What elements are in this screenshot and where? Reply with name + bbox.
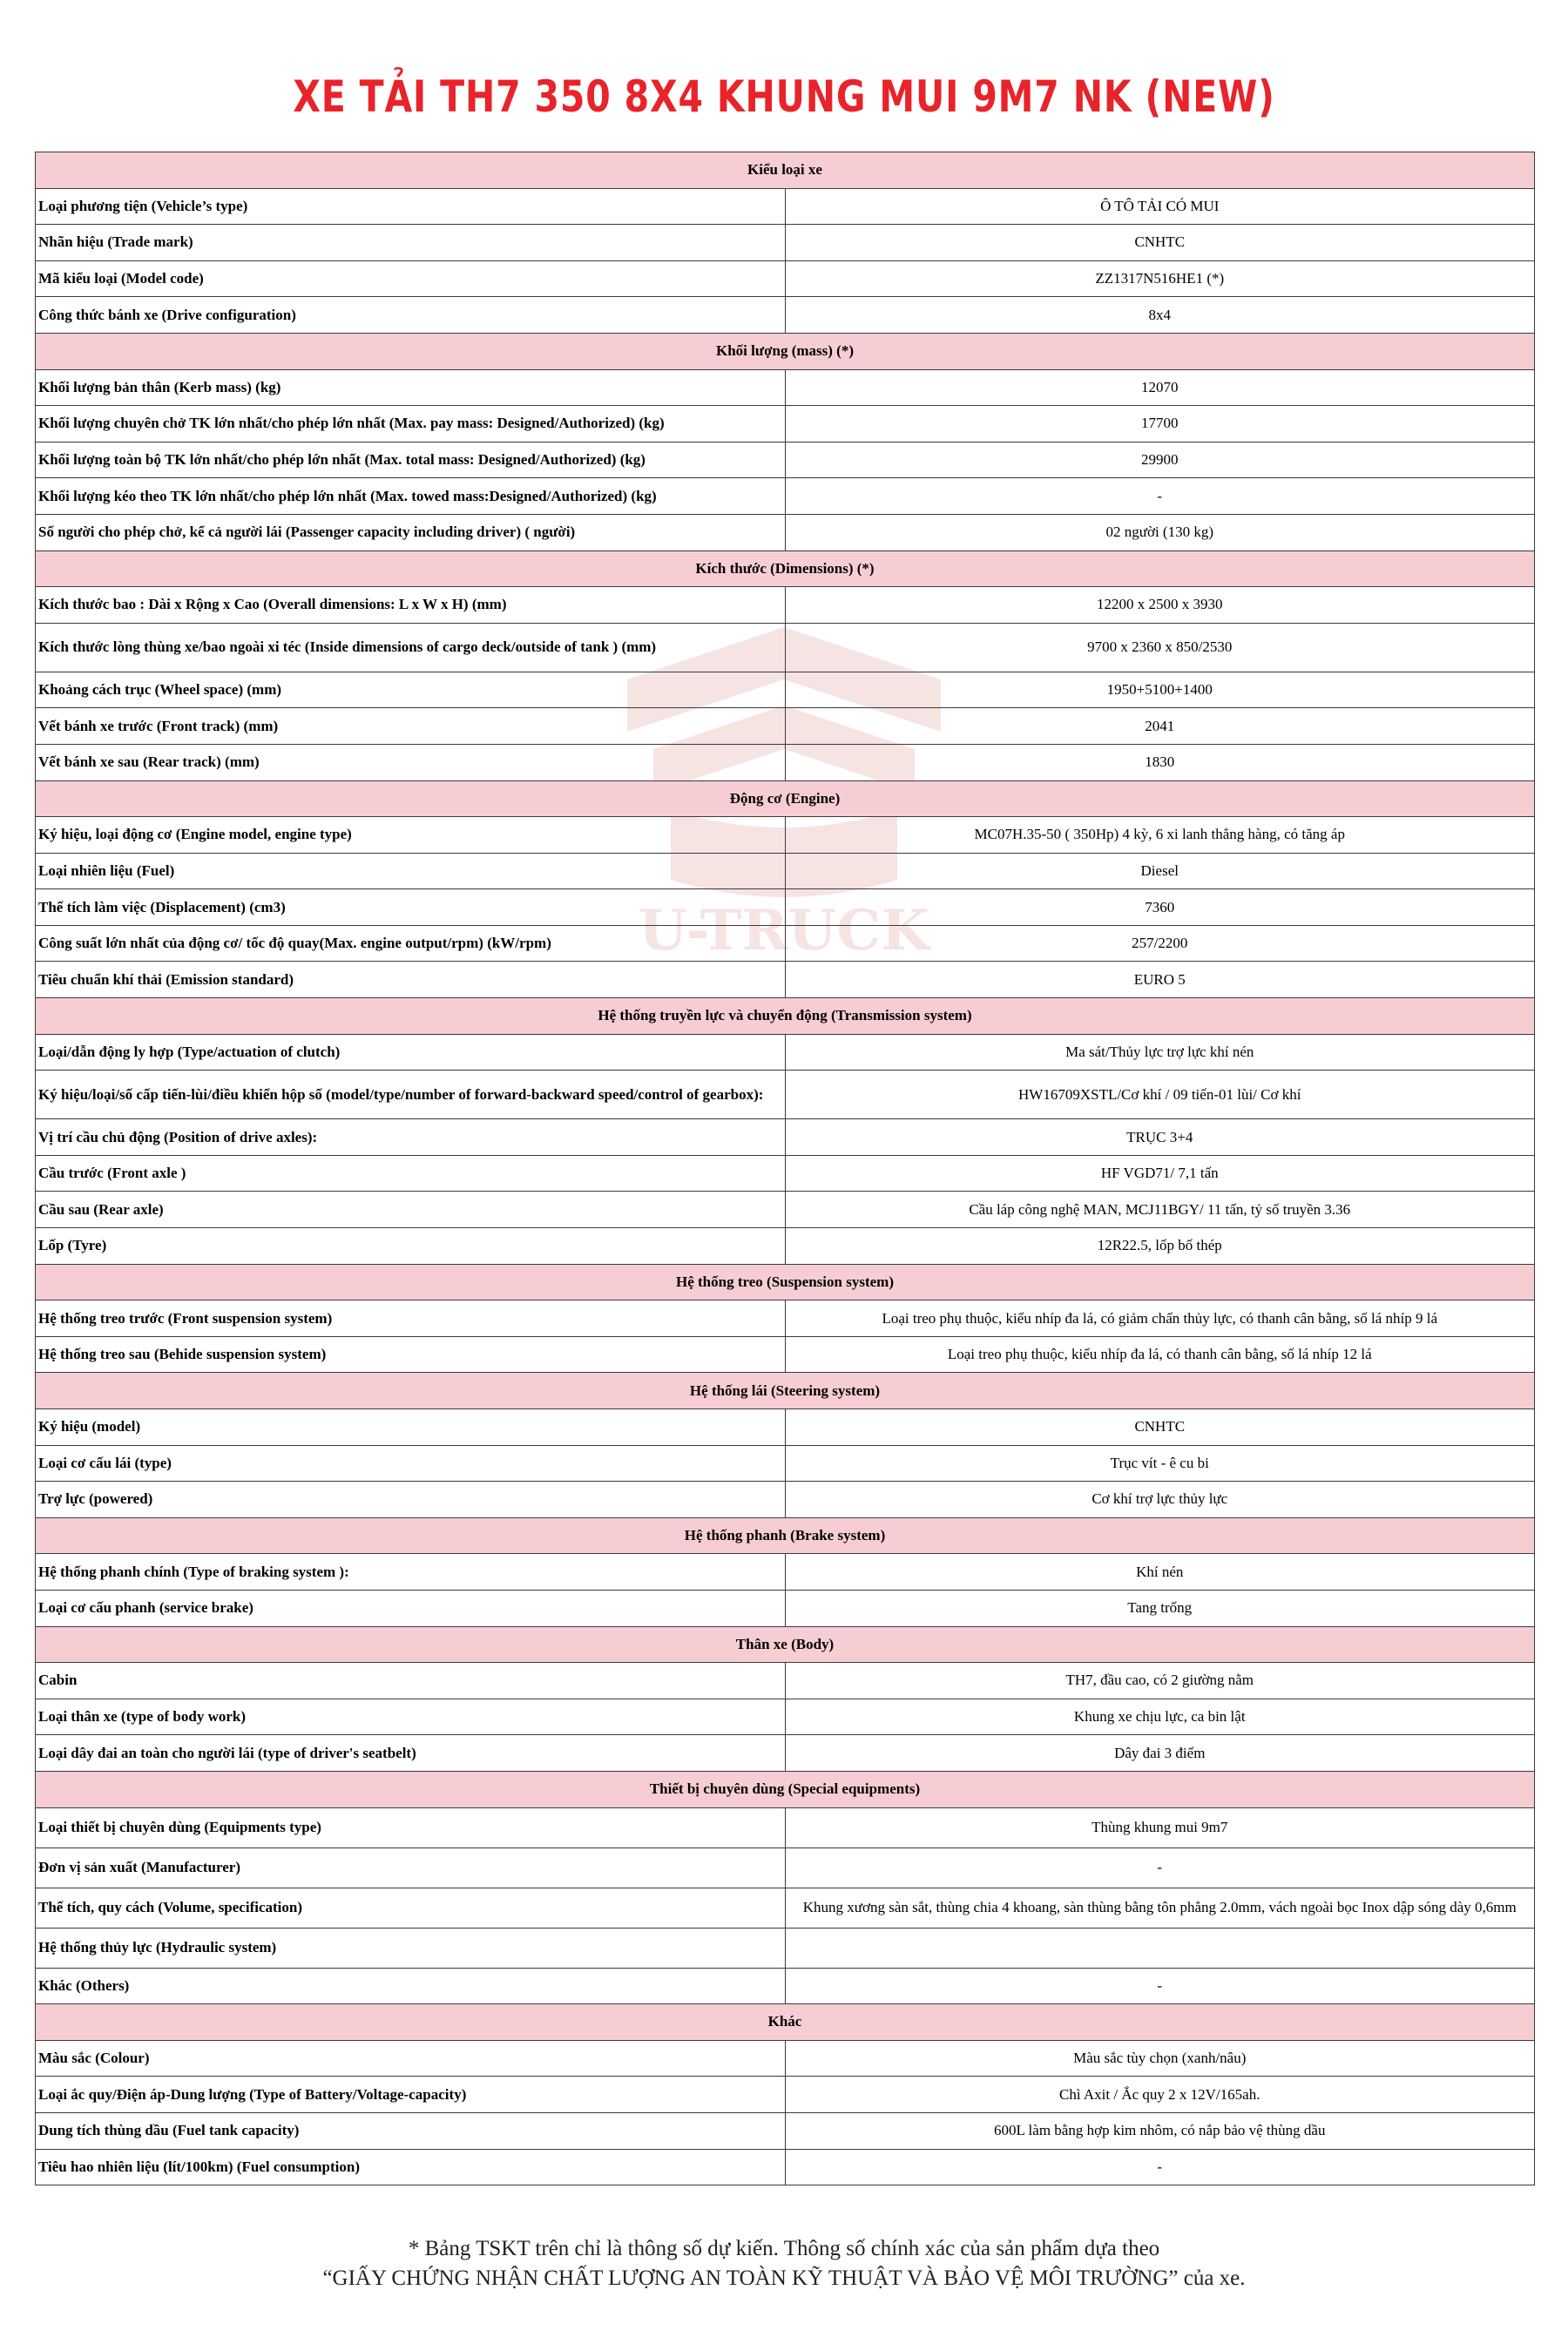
spec-value: 600L làm bằng hợp kim nhôm, có nắp bảo vệ thùng dầu (785, 2112, 1535, 2149)
spec-label: Loại cơ cấu lái (type) (36, 1445, 786, 1482)
spec-value: ZZ1317N516HE1 (*) (785, 260, 1535, 297)
section-title: Thiết bị chuyên dùng (Special equipments) (36, 1771, 1535, 1807)
spec-row (36, 1155, 1535, 1192)
spec-row (36, 889, 1535, 926)
spec-value: HF VGD71/ 7,1 tấn (785, 1155, 1535, 1192)
spec-label: Tiêu hao nhiên liệu (lít/100km) (Fuel consumption) (36, 2149, 786, 2185)
spec-row (36, 188, 1535, 225)
spec-row (36, 406, 1535, 442)
spec-row (36, 2040, 1535, 2077)
spec-row (36, 2077, 1535, 2113)
spec-table-body (36, 152, 1535, 2185)
spec-value: Màu sắc tùy chọn (xanh/nâu) (785, 2040, 1535, 2077)
spec-row (36, 1071, 1535, 1119)
spec-row (36, 1445, 1535, 1482)
spec-value: 257/2200 (785, 925, 1535, 962)
spec-value: TH7, đầu cao, có 2 giường nằm (785, 1663, 1535, 1699)
spec-label: Khoảng cách trục (Wheel space) (mm) (36, 672, 786, 708)
footer-line-1: * Bảng TSKT trên chỉ là thông số dự kiến. Thông số chính xác của sản phẩm dựa theo (408, 2237, 1160, 2260)
section-title: Hệ thống lái (Steering system) (36, 1373, 1535, 1409)
spec-value: Cơ khí trợ lực thủy lực (785, 1482, 1535, 1518)
spec-row (36, 962, 1535, 998)
spec-label: Thể tích, quy cách (Volume, specification) (36, 1888, 786, 1928)
spec-value: - (785, 478, 1535, 515)
spec-value: - (785, 2149, 1535, 2185)
spec-label: Khối lượng toàn bộ TK lớn nhất/cho phép lớn nhất (Max. total mass: Designed/Authorized) (kg) (36, 442, 786, 478)
section-header-row (36, 1771, 1535, 1807)
footer-note (0, 2234, 1568, 2293)
spec-label: Khối lượng bản thân (Kerb mass) (kg) (36, 369, 786, 406)
spec-row (36, 1848, 1535, 1888)
watermark-text: U-TRUCK (639, 898, 929, 958)
spec-label: Cầu sau (Rear axle) (36, 1192, 786, 1228)
spec-row (36, 1735, 1535, 1772)
spec-label: Hệ thống phanh chính (Type of braking system ): (36, 1554, 786, 1591)
spec-row (36, 1228, 1535, 1265)
spec-row (36, 1482, 1535, 1518)
spec-row (36, 1300, 1535, 1337)
page-title: XE TẢI TH7 350 8X4 KHUNG MUI 9M7 NK (NEW) (293, 71, 1275, 122)
spec-label: Kích thước bao : Dài x Rộng x Cao (Overall dimensions: L x W x H) (mm) (36, 587, 786, 624)
spec-label: Đơn vị sản xuất (Manufacturer) (36, 1848, 786, 1888)
spec-value: Khung xe chịu lực, ca bin lật (785, 1699, 1535, 1735)
spec-label: Ký hiệu (model) (36, 1409, 786, 1446)
spec-value: 7360 (785, 889, 1535, 926)
spec-row (36, 672, 1535, 708)
section-title: Động cơ (Engine) (36, 780, 1535, 817)
spec-label: Loại dây đai an toàn cho người lái (type of driver's seatbelt) (36, 1735, 786, 1772)
spec-row (36, 817, 1535, 854)
spec-row (36, 442, 1535, 478)
section-title: Hệ thống phanh (Brake system) (36, 1517, 1535, 1554)
spec-label: Khác (Others) (36, 1968, 786, 2004)
spec-row (36, 1888, 1535, 1928)
spec-label: Loại thiết bị chuyên dùng (Equipments type) (36, 1807, 786, 1848)
section-title: Thân xe (Body) (36, 1626, 1535, 1663)
spec-row (36, 514, 1535, 551)
spec-value: Tang trống (785, 1590, 1535, 1626)
section-header-row (36, 152, 1535, 189)
spec-row (36, 1409, 1535, 1446)
section-header-row (36, 333, 1535, 369)
spec-label: Nhãn hiệu (Trade mark) (36, 225, 786, 261)
spec-value: Loại treo phụ thuộc, kiểu nhíp đa lá, có giảm chấn thủy lực, có thanh cân bằng, số lá nhíp 9 lá (785, 1300, 1535, 1337)
spec-label: Khối lượng chuyên chở TK lớn nhất/cho phép lớn nhất (Max. pay mass: Designed/Authorized) (kg) (36, 406, 786, 442)
spec-row (36, 587, 1535, 624)
spec-value: Dây đai 3 điểm (785, 1735, 1535, 1772)
spec-row (36, 853, 1535, 889)
section-header-row (36, 998, 1535, 1035)
spec-row (36, 708, 1535, 745)
spec-row (36, 1663, 1535, 1699)
spec-row (36, 2149, 1535, 2185)
spec-label: Thể tích làm việc (Displacement) (cm3) (36, 889, 786, 926)
spec-value: EURO 5 (785, 962, 1535, 998)
spec-label: Công thức bánh xe (Drive configuration) (36, 297, 786, 334)
spec-value: Ma sát/Thủy lực trợ lực khí nén (785, 1034, 1535, 1071)
spec-table (35, 152, 1535, 2185)
spec-value: Chì Axit / Ắc quy 2 x 12V/165ah. (785, 2077, 1535, 2113)
spec-value: Thùng khung mui 9m7 (785, 1807, 1535, 1848)
spec-value: - (785, 1968, 1535, 2004)
spec-row (36, 369, 1535, 406)
section-header-row (36, 780, 1535, 817)
spec-label: Dung tích thùng dầu (Fuel tank capacity) (36, 2112, 786, 2149)
section-title: Hệ thống truyền lực và chuyển động (Transmission system) (36, 998, 1535, 1035)
spec-row (36, 1590, 1535, 1626)
spec-value: 1830 (785, 744, 1535, 780)
spec-label: Hệ thống treo trước (Front suspension system) (36, 1300, 786, 1337)
spec-label: Vết bánh xe trước (Front track) (mm) (36, 708, 786, 745)
footer-line-2: “GIẤY CHỨNG NHẬN CHẤT LƯỢNG AN TOÀN KỸ THUẬT VÀ BẢO VỆ MÔI TRƯỜNG” của xe. (322, 2266, 1246, 2290)
spec-value: Diesel (785, 853, 1535, 889)
spec-value: HW16709XSTL/Cơ khí / 09 tiến-01 lùi/ Cơ khí (785, 1071, 1535, 1119)
spec-row (36, 297, 1535, 334)
spec-label: Mã kiểu loại (Model code) (36, 260, 786, 297)
section-header-row (36, 1626, 1535, 1663)
spec-row (36, 1192, 1535, 1228)
spec-label: Ký hiệu/loại/số cấp tiến-lùi/điều khiển hộp số (model/type/number of forward-backward speed/control of gearbox): (36, 1071, 786, 1119)
spec-label: Tiêu chuẩn khí thải (Emission standard) (36, 962, 786, 998)
spec-value: 12200 x 2500 x 3930 (785, 587, 1535, 624)
spec-label: Hệ thống treo sau (Behide suspension system) (36, 1336, 786, 1373)
spec-label: Công suất lớn nhất của động cơ/ tốc độ quay(Max. engine output/rpm) (kW/rpm) (36, 925, 786, 962)
spec-label: Loại phương tiện (Vehicle’s type) (36, 188, 786, 225)
spec-row (36, 260, 1535, 297)
spec-value: 12R22.5, lốp bố thép (785, 1228, 1535, 1265)
spec-row (36, 1336, 1535, 1373)
spec-value: CNHTC (785, 1409, 1535, 1446)
spec-value: 12070 (785, 369, 1535, 406)
section-title: Kiểu loại xe (36, 152, 1535, 189)
spec-label: Trợ lực (powered) (36, 1482, 786, 1518)
spec-value: CNHTC (785, 225, 1535, 261)
spec-value: 1950+5100+1400 (785, 672, 1535, 708)
section-header-row (36, 551, 1535, 587)
section-title: Khác (36, 2004, 1535, 2041)
spec-row (36, 623, 1535, 672)
spec-label: Ký hiệu, loại động cơ (Engine model, engine type) (36, 817, 786, 854)
spec-value: Khí nén (785, 1554, 1535, 1591)
spec-row (36, 1119, 1535, 1156)
spec-row (36, 1699, 1535, 1735)
spec-label: Số người cho phép chở, kể cả người lái (Passenger capacity including driver) ( người) (36, 514, 786, 551)
section-title: Hệ thống treo (Suspension system) (36, 1264, 1535, 1300)
spec-value: 17700 (785, 406, 1535, 442)
spec-row (36, 478, 1535, 515)
spec-label: Cabin (36, 1663, 786, 1699)
spec-label: Vị trí cầu chủ động (Position of drive axles): (36, 1119, 786, 1156)
section-header-row (36, 1264, 1535, 1300)
spec-label: Vết bánh xe sau (Rear track) (mm) (36, 744, 786, 780)
spec-value: Loại treo phụ thuộc, kiểu nhíp đa lá, có thanh cân bằng, số lá nhíp 12 lá (785, 1336, 1535, 1373)
spec-value: 2041 (785, 708, 1535, 745)
section-header-row (36, 2004, 1535, 2041)
spec-label: Loại ắc quy/Điện áp-Dung lượng (Type of Battery/Voltage-capacity) (36, 2077, 786, 2113)
spec-row (36, 225, 1535, 261)
spec-row (36, 925, 1535, 962)
spec-label: Khối lượng kéo theo TK lớn nhất/cho phép lớn nhất (Max. towed mass:Designed/Authorized) (kg) (36, 478, 786, 515)
spec-row (36, 1968, 1535, 2004)
spec-row (36, 1807, 1535, 1848)
spec-value: 29900 (785, 442, 1535, 478)
spec-label: Loại/dẫn động ly hợp (Type/actuation of clutch) (36, 1034, 786, 1071)
spec-value (785, 1928, 1535, 1968)
spec-label: Loại cơ cấu phanh (service brake) (36, 1590, 786, 1626)
section-header-row (36, 1373, 1535, 1409)
spec-row (36, 1928, 1535, 1968)
spec-value: 9700 x 2360 x 850/2530 (785, 623, 1535, 672)
spec-label: Loại thân xe (type of body work) (36, 1699, 786, 1735)
spec-value: Cầu láp công nghệ MAN, MCJ11BGY/ 11 tấn, tỷ số truyền 3.36 (785, 1192, 1535, 1228)
spec-value: Khung xương sàn sắt, thùng chia 4 khoang, sàn thùng bằng tôn phẳng 2.0mm, vách ngoài bọc Inox dập sóng dày 0,6mm (785, 1888, 1535, 1928)
spec-value: Ô TÔ TẢI CÓ MUI (785, 188, 1535, 225)
spec-row (36, 2112, 1535, 2149)
spec-value: TRỤC 3+4 (785, 1119, 1535, 1156)
section-title: Khối lượng (mass) (*) (36, 333, 1535, 369)
spec-row (36, 1034, 1535, 1071)
spec-label: Lốp (Tyre) (36, 1228, 786, 1265)
section-header-row (36, 1517, 1535, 1554)
spec-label: Loại nhiên liệu (Fuel) (36, 853, 786, 889)
spec-label: Màu sắc (Colour) (36, 2040, 786, 2077)
spec-label: Hệ thống thủy lực (Hydraulic system) (36, 1928, 786, 1968)
section-title: Kích thước (Dimensions) (*) (36, 551, 1535, 587)
spec-value: 8x4 (785, 297, 1535, 334)
spec-value: - (785, 1848, 1535, 1888)
spec-value: MC07H.35-50 ( 350Hp) 4 kỳ, 6 xi lanh thẳng hàng, có tăng áp (785, 817, 1535, 854)
spec-label: Kích thước lòng thùng xe/bao ngoài xi téc (Inside dimensions of cargo deck/outside of tank ) (mm) (36, 623, 786, 672)
spec-value: 02 người (130 kg) (785, 514, 1535, 551)
spec-row (36, 744, 1535, 780)
spec-label: Cầu trước (Front axle ) (36, 1155, 786, 1192)
spec-row (36, 1554, 1535, 1591)
spec-value: Trục vít - ê cu bi (785, 1445, 1535, 1482)
